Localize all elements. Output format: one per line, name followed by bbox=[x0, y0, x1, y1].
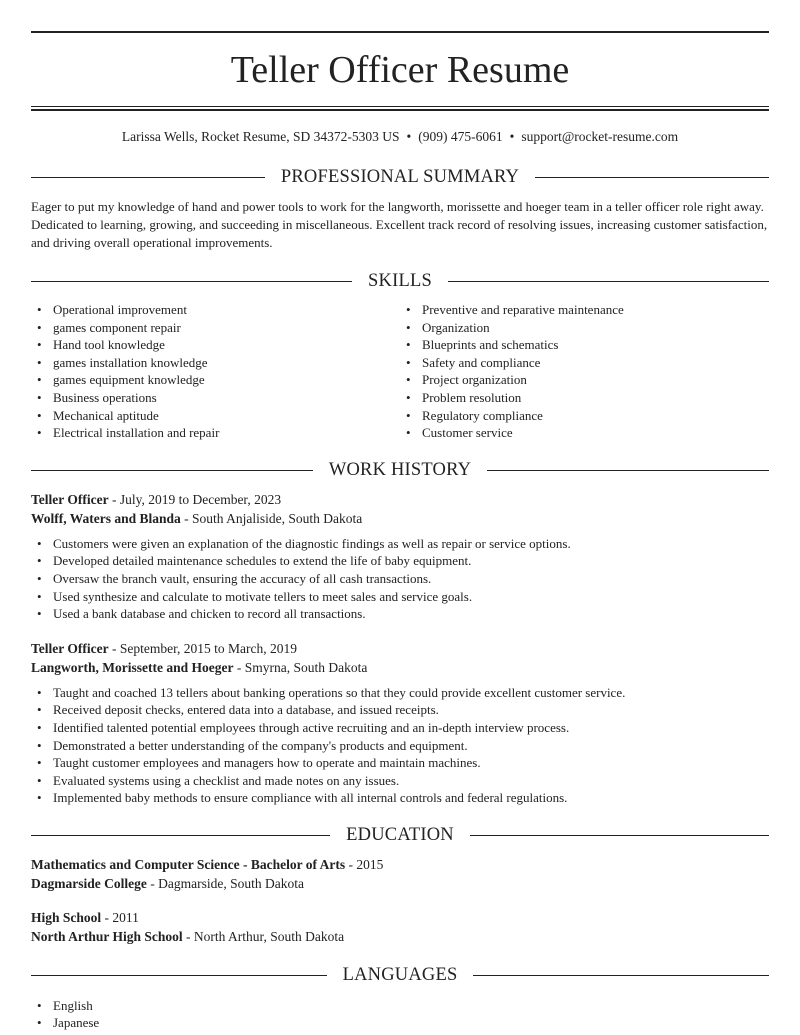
skill-item: • Business operations bbox=[31, 389, 400, 407]
section-header-work bbox=[31, 460, 769, 482]
skill-item: • Project organization bbox=[400, 371, 769, 389]
section-rule bbox=[535, 177, 769, 178]
contact-address: Larissa Wells, Rocket Resume, SD 34372-5303 US bbox=[121, 129, 400, 144]
job-entry bbox=[31, 639, 769, 807]
skill-item: • Preventive and reparative maintenance bbox=[400, 301, 769, 319]
skill-item: • Organization bbox=[400, 319, 769, 337]
job-duty-item: • Used a bank database and chicken to record all transactions. bbox=[31, 605, 769, 623]
section-rule bbox=[448, 281, 769, 282]
skills-list-left bbox=[31, 301, 400, 442]
job-company-line bbox=[31, 509, 769, 529]
skills-columns bbox=[31, 301, 769, 442]
job-duty-item: • Implemented baby methods to ensure compliance with all internal controls and federal regulations. bbox=[31, 789, 769, 807]
skill-item: • Hand tool knowledge bbox=[31, 336, 400, 354]
contact-separator: • bbox=[509, 129, 515, 144]
job-duty-item: • Used synthesize and calculate to motivate tellers to meet sales and service goals. bbox=[31, 588, 769, 606]
education-school: North Arthur High School bbox=[31, 929, 183, 945]
education-entry bbox=[31, 908, 769, 947]
education-school-line bbox=[31, 874, 769, 894]
section-header-summary bbox=[31, 166, 769, 188]
summary-text: Eager to put my knowledge of hand and power tools to work for the langworth, morissette and hoeger team in a teller officer role right away. Dedicated to learning, growing, and succeeding in miscellaneous. Excellent track record of resolving issues, increasing customer satisfaction, and driving overall operational improvements. bbox=[31, 199, 768, 250]
job-title: Teller Officer bbox=[31, 640, 109, 656]
title-double-rule bbox=[31, 106, 769, 111]
section-title: WORK HISTORY bbox=[328, 460, 472, 481]
education-school: Dagmarside College bbox=[31, 876, 147, 892]
section-rule bbox=[31, 177, 265, 178]
section-rule bbox=[31, 470, 313, 471]
skill-item: • games installation knowledge bbox=[31, 354, 400, 372]
job-title: Teller Officer bbox=[31, 491, 109, 507]
skill-item: • Safety and compliance bbox=[400, 354, 769, 372]
job-duty-item: • Customers were given an explanation of the diagnostic findings as well as repair or service options. bbox=[31, 535, 769, 553]
job-duty-item: • Oversaw the branch vault, ensuring the accuracy of all cash transactions. bbox=[31, 570, 769, 588]
education-school-line bbox=[31, 927, 769, 947]
education-location: - Dagmarside, South Dakota bbox=[146, 876, 304, 892]
language-item: • English bbox=[31, 997, 769, 1015]
job-duty-item: • Identified talented potential employees through active recruiting and an in-depth interview process. bbox=[31, 719, 769, 737]
section-header-education bbox=[31, 825, 769, 847]
education-degree-line bbox=[31, 908, 769, 928]
skill-item: • Regulatory compliance bbox=[400, 407, 769, 425]
work-history-list bbox=[31, 490, 769, 807]
section-title: PROFESSIONAL SUMMARY bbox=[280, 166, 520, 187]
section-header-skills bbox=[31, 270, 769, 292]
skill-item: • Mechanical aptitude bbox=[31, 407, 400, 425]
section-rule bbox=[470, 835, 769, 836]
job-duty-item: • Developed detailed maintenance schedules to extend the life of baby equipment. bbox=[31, 552, 769, 570]
job-duty-item: • Demonstrated a better understanding of the company's products and equipment. bbox=[31, 737, 769, 755]
language-item: • Japanese bbox=[31, 1014, 769, 1032]
job-duties-list bbox=[31, 684, 769, 807]
job-entry bbox=[31, 490, 769, 623]
top-rule bbox=[31, 31, 769, 33]
contact-email: support@rocket-resume.com bbox=[521, 129, 679, 144]
education-location: - North Arthur, South Dakota bbox=[182, 929, 345, 945]
job-location: - Smyrna, South Dakota bbox=[233, 660, 368, 676]
education-degree: Mathematics and Computer Science - Bachelor of Arts bbox=[31, 856, 346, 872]
job-duties-list bbox=[31, 535, 769, 623]
section-rule bbox=[487, 470, 769, 471]
job-title-line bbox=[31, 490, 769, 510]
job-company: Langworth, Morissette and Hoeger bbox=[31, 660, 234, 676]
section-title: SKILLS bbox=[368, 270, 432, 291]
job-company: Wolff, Waters and Blanda bbox=[31, 511, 181, 527]
job-duty-item: • Taught and coached 13 tellers about banking operations so that they could provide excellent customer service. bbox=[31, 684, 769, 702]
job-dates: - September, 2015 to March, 2019 bbox=[108, 640, 298, 656]
skill-item: • games component repair bbox=[31, 319, 400, 337]
education-degree: High School bbox=[31, 909, 102, 925]
skill-item: • Customer service bbox=[400, 424, 769, 442]
resume-title: Teller Officer Resume bbox=[230, 49, 570, 91]
skills-list-right bbox=[400, 301, 769, 442]
section-rule bbox=[31, 835, 330, 836]
education-entry bbox=[31, 855, 769, 894]
skill-item: • Electrical installation and repair bbox=[31, 424, 400, 442]
education-degree-line bbox=[31, 855, 769, 875]
languages-list bbox=[31, 997, 769, 1032]
job-dates: - July, 2019 to December, 2023 bbox=[108, 491, 282, 507]
skill-item: • Problem resolution bbox=[400, 389, 769, 407]
section-rule bbox=[473, 975, 769, 976]
job-duty-item: • Taught customer employees and managers how to operate and maintain machines. bbox=[31, 754, 769, 772]
resume-page bbox=[31, 31, 769, 1032]
contact-phone: (909) 475-6061 bbox=[418, 129, 503, 144]
skill-item: • Blueprints and schematics bbox=[400, 336, 769, 354]
job-title-line bbox=[31, 639, 769, 659]
section-title: EDUCATION bbox=[346, 825, 454, 846]
education-list bbox=[31, 855, 769, 947]
contact-line bbox=[31, 128, 769, 148]
skill-item: • Operational improvement bbox=[31, 301, 400, 319]
section-rule bbox=[31, 975, 327, 976]
skill-item: • games equipment knowledge bbox=[31, 371, 400, 389]
education-year: - 2015 bbox=[345, 856, 384, 872]
section-header-languages bbox=[31, 965, 769, 987]
contact-separator: • bbox=[406, 129, 412, 144]
education-year: - 2011 bbox=[101, 909, 139, 925]
job-location: - South Anjaliside, South Dakota bbox=[180, 511, 363, 527]
job-duty-item: • Evaluated systems using a checklist and made notes on any issues. bbox=[31, 772, 769, 790]
section-rule bbox=[31, 281, 352, 282]
job-company-line bbox=[31, 658, 769, 678]
job-duty-item: • Received deposit checks, entered data into a database, and issued receipts. bbox=[31, 701, 769, 719]
section-title: LANGUAGES bbox=[342, 965, 458, 986]
